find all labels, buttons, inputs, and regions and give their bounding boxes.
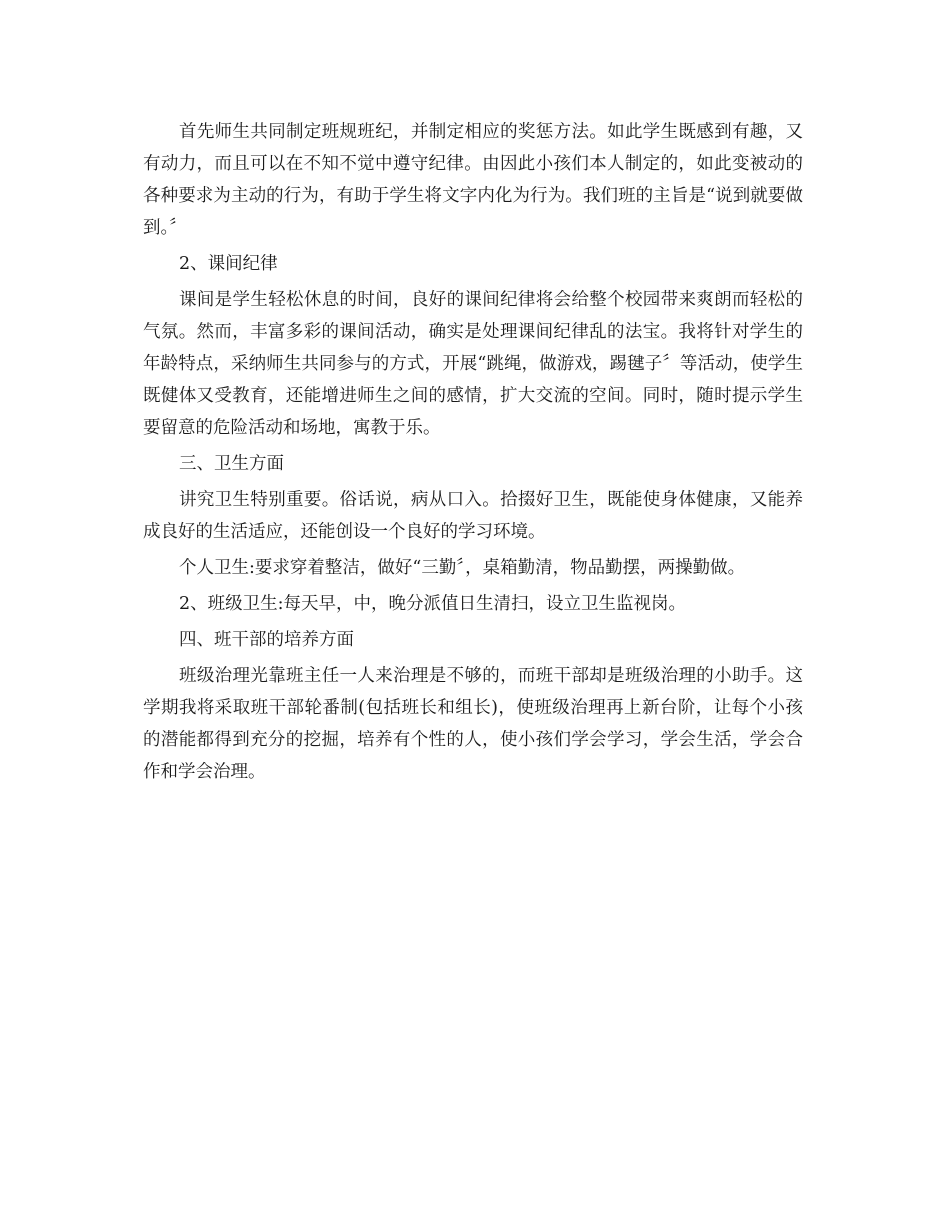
- paragraph-personal-hygiene: 个人卫生:要求穿着整洁，做好“三勤〞，桌箱勤清，物品勤摆，两操勤做。: [179, 558, 746, 578]
- paragraph-break-discipline: 课间是学生轻松休息的时间，良好的课间纪律将会给整个校园带来爽朗而轻松的气氛。然而，丰富多彩的课间活动，确实是处理课间纪律乱的法宝。我将针对学生的年龄特点，采纳师生共同参与的方式，开展“跳绳，做游戏，踢毽子〞等活动，使学生既健体又受教育，还能增进师生之间的感情，扩大交流的空间。同时，随时提示学生要留意的危险活动和场地，寓教于乐。: [143, 290, 803, 438]
- heading-class-cadres: 四、班干部的培养方面: [179, 630, 354, 650]
- paragraph-hygiene-intro: 讲究卫生特别重要。俗话说，病从口入。拾掇好卫生，既能使身体健康，又能养成良好的生活适应，还能创设一个良好的学习环境。: [143, 490, 803, 542]
- paragraph-class-hygiene: 2、班级卫生:每天早，中，晚分派值日生清扫，设立卫生监视岗。: [179, 594, 687, 614]
- heading-hygiene: 三、卫生方面: [179, 454, 284, 474]
- paragraph-rules: 首先师生共同制定班规班纪，并制定相应的奖惩方法。如此学生既感到有趣，又有动力，而且可以在不知不觉中遵守纪律。由因此小孩们本人制定的，如此变被动的各种要求为主动的行为，有助于学生将文字内化为行为。我们班的主旨是“说到就要做到。〞: [143, 122, 803, 238]
- document-body: [143, 116, 803, 792]
- paragraph-class-cadres: 班级治理光靠班主任一人来治理是不够的，而班干部却是班级治理的小助手。这学期我将采取班干部轮番制(包括班长和组长)，使班级治理再上新台阶，让每个小孩的潜能都得到充分的挖掘，培养有个性的人，使小孩们学会学习，学会生活，学会合作和学会治理。: [143, 666, 803, 782]
- heading-break-discipline: 2、课间纪律: [179, 254, 278, 274]
